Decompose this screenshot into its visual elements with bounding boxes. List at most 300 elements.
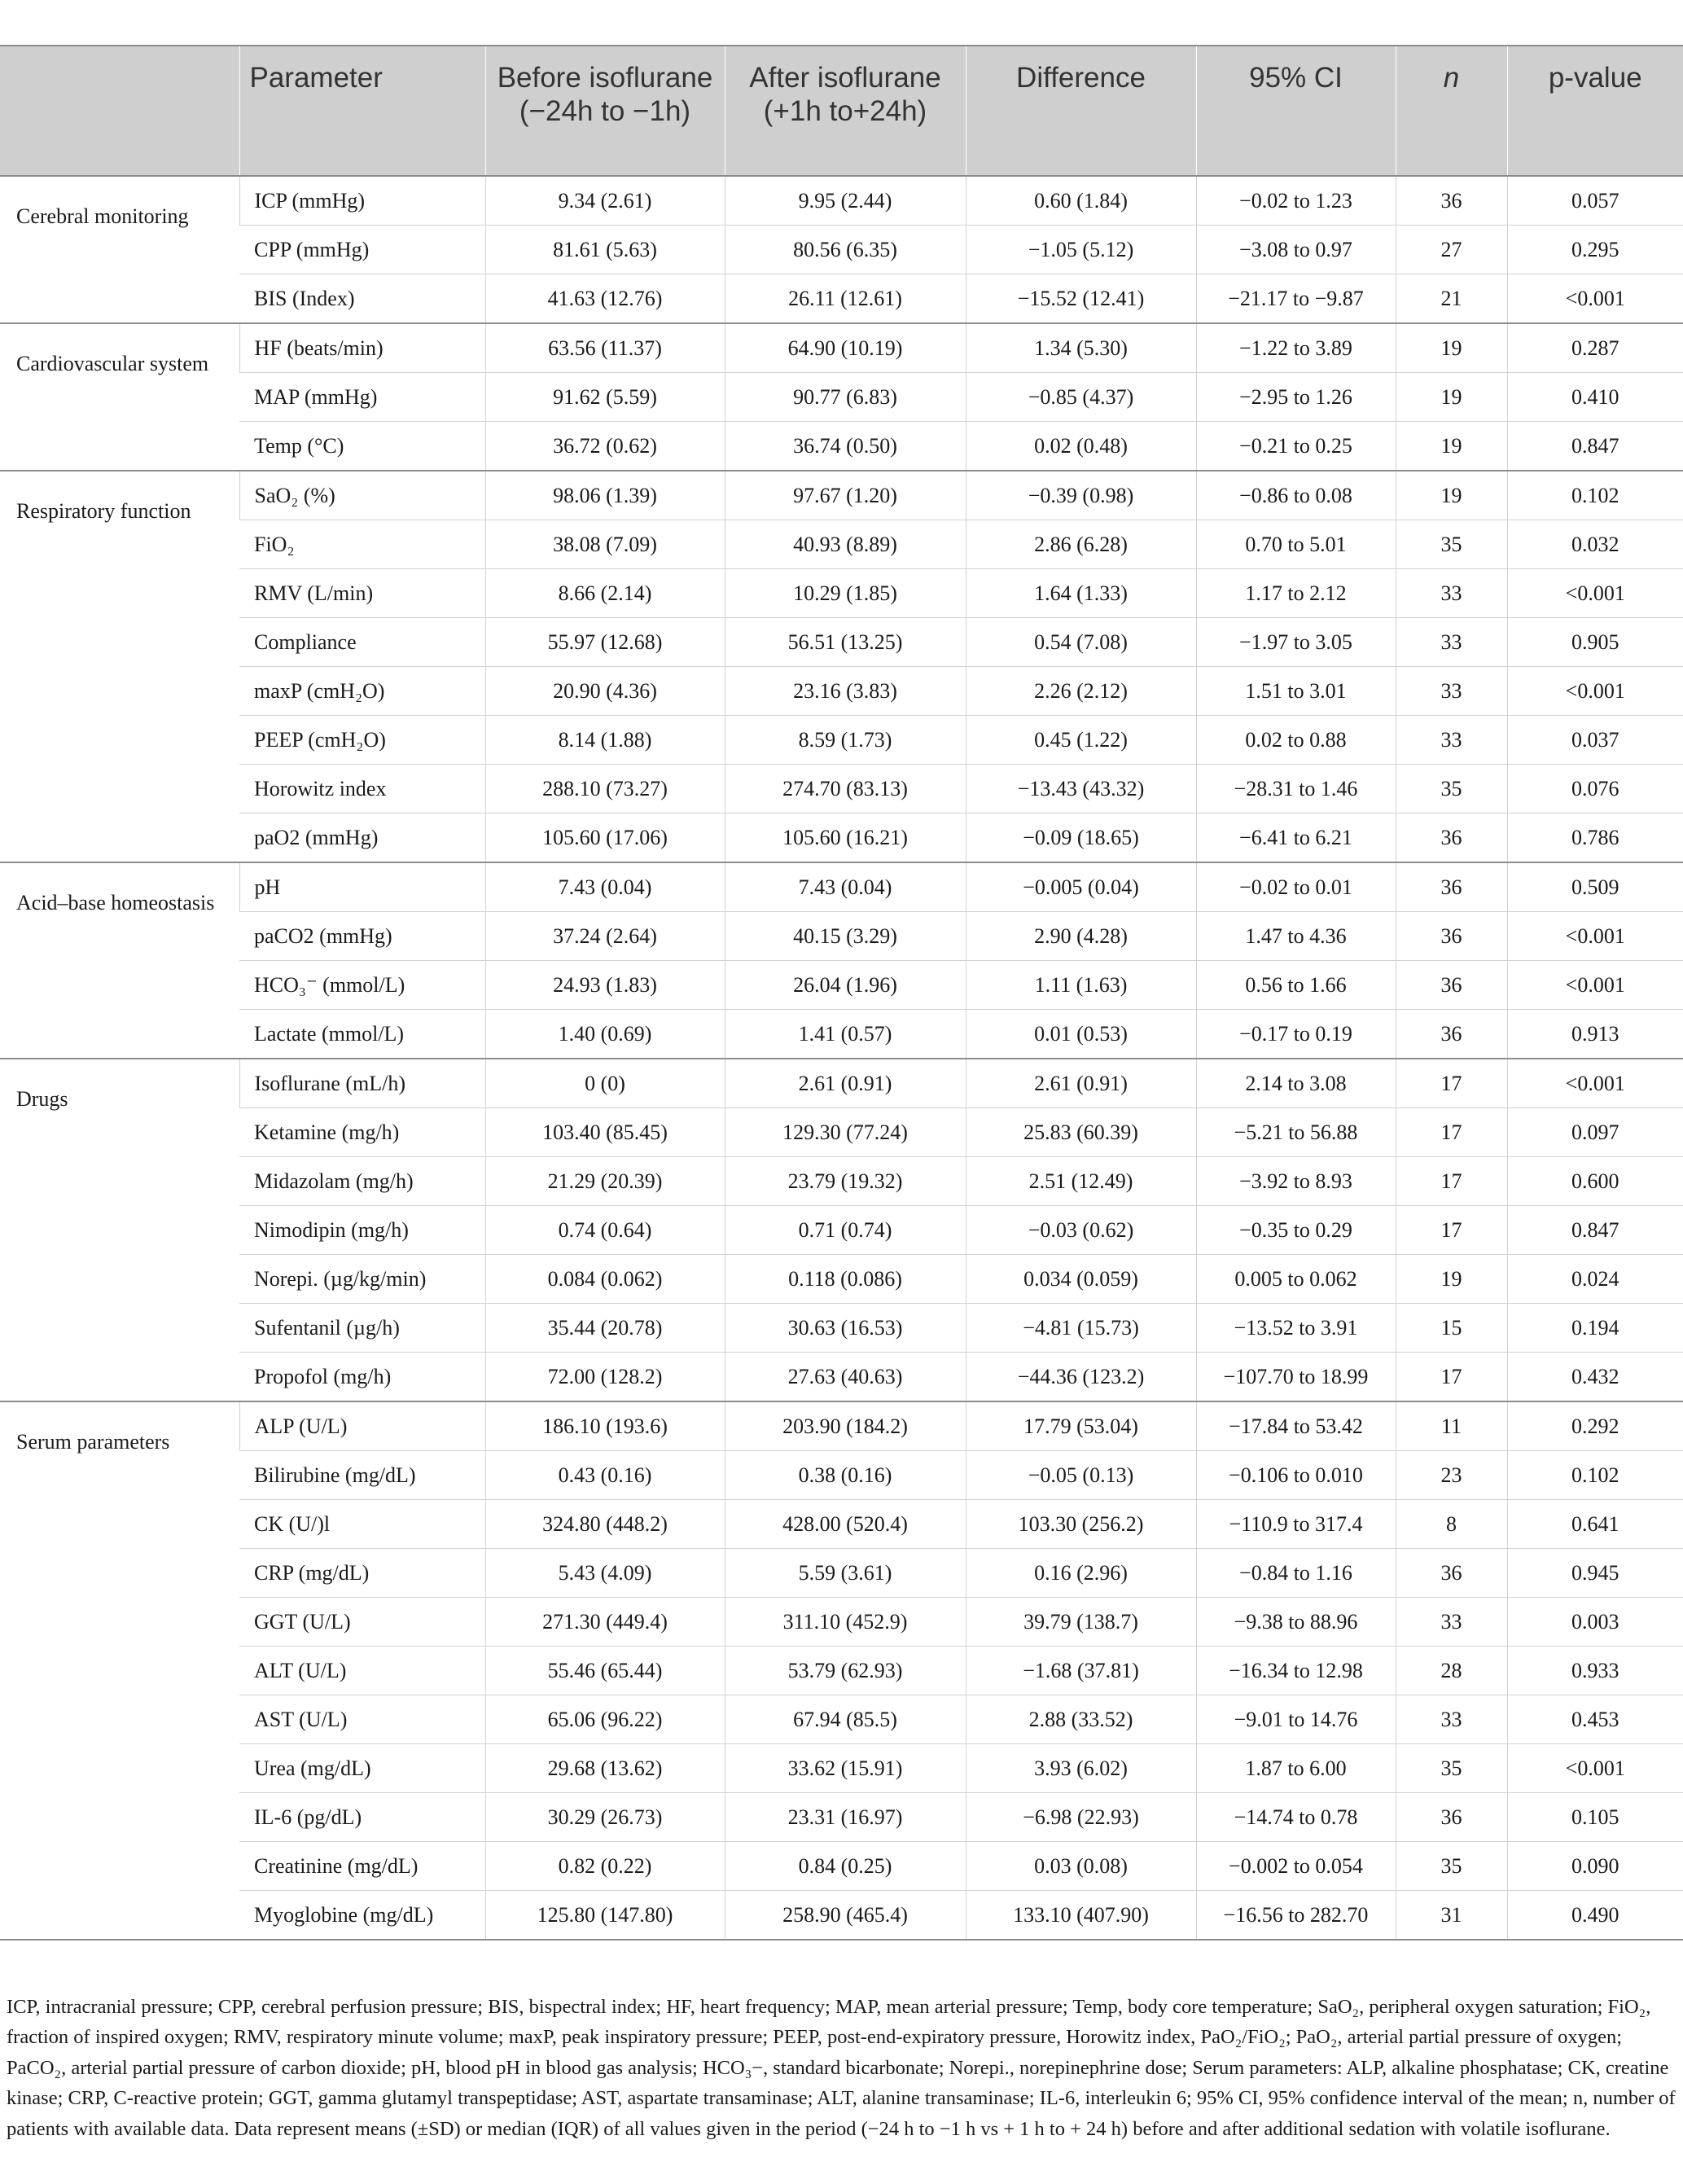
header-after: After isoflurane (+1h to+24h) [725, 46, 966, 176]
table-row [0, 1304, 1683, 1353]
table-row [0, 1108, 1683, 1157]
cell-difference: 2.26 (2.12) [966, 667, 1196, 716]
cell-before: 5.43 (4.09) [485, 1549, 725, 1598]
cell-ci: −0.106 to 0.010 [1196, 1451, 1396, 1500]
cell-ci: −2.95 to 1.26 [1196, 373, 1396, 422]
cell-parameter: Norepi. (µg/kg/min) [239, 1255, 485, 1304]
cell-ci: −0.86 to 0.08 [1196, 471, 1396, 520]
cell-n: 36 [1396, 1010, 1507, 1059]
cell-before: 72.00 (128.2) [485, 1353, 725, 1402]
cell-ci: 1.51 to 3.01 [1196, 667, 1396, 716]
cell-n: 19 [1396, 373, 1507, 422]
cell-before: 37.24 (2.64) [485, 912, 725, 961]
cell-after: 311.10 (452.9) [725, 1598, 966, 1647]
table-row [0, 471, 1683, 520]
cell-difference: 0.16 (2.96) [966, 1549, 1196, 1598]
cell-after: 40.15 (3.29) [725, 912, 966, 961]
cell-before: 65.06 (96.22) [485, 1695, 725, 1744]
cell-after: 33.62 (15.91) [725, 1744, 966, 1793]
cell-before: 0 (0) [485, 1059, 725, 1108]
cell-n: 33 [1396, 1695, 1507, 1744]
table-row [0, 1842, 1683, 1891]
cell-before: 105.60 (17.06) [485, 814, 725, 863]
cell-difference: 103.30 (256.2) [966, 1500, 1196, 1549]
cell-p-value: 0.295 [1507, 226, 1683, 274]
cell-before: 271.30 (449.4) [485, 1598, 725, 1647]
cell-ci: −13.52 to 3.91 [1196, 1304, 1396, 1353]
cell-n: 35 [1396, 765, 1507, 814]
cell-ci: −17.84 to 53.42 [1196, 1401, 1396, 1451]
cell-ci: −28.31 to 1.46 [1196, 765, 1396, 814]
cell-parameter: ICP (mmHg) [239, 176, 485, 226]
cell-difference: 0.60 (1.84) [966, 176, 1196, 226]
cell-before: 0.43 (0.16) [485, 1451, 725, 1500]
cell-difference: 2.61 (0.91) [966, 1059, 1196, 1108]
cell-ci: −3.08 to 0.97 [1196, 226, 1396, 274]
cell-ci: −0.02 to 0.01 [1196, 862, 1396, 912]
cell-n: 11 [1396, 1401, 1507, 1451]
cell-n: 19 [1396, 422, 1507, 471]
cell-before: 186.10 (193.6) [485, 1401, 725, 1451]
cell-before: 20.90 (4.36) [485, 667, 725, 716]
cell-n: 17 [1396, 1157, 1507, 1206]
cell-parameter: Horowitz index [239, 765, 485, 814]
table-body [0, 176, 1683, 1940]
cell-after: 5.59 (3.61) [725, 1549, 966, 1598]
table-row [0, 226, 1683, 274]
cell-n: 33 [1396, 618, 1507, 667]
cell-p-value: <0.001 [1507, 1744, 1683, 1793]
table-row [0, 1255, 1683, 1304]
cell-ci: 0.02 to 0.88 [1196, 716, 1396, 765]
cell-difference: 1.34 (5.30) [966, 323, 1196, 373]
cell-before: 29.68 (13.62) [485, 1744, 725, 1793]
cell-before: 21.29 (20.39) [485, 1157, 725, 1206]
header-group [0, 46, 239, 176]
cell-difference: 133.10 (407.90) [966, 1891, 1196, 1941]
cell-ci: −5.21 to 56.88 [1196, 1108, 1396, 1157]
table-row [0, 1647, 1683, 1695]
table-header [0, 46, 1683, 176]
cell-before: 8.14 (1.88) [485, 716, 725, 765]
header-n: n [1396, 46, 1507, 176]
cell-after: 36.74 (0.50) [725, 422, 966, 471]
table-row [0, 373, 1683, 422]
cell-parameter: IL-6 (pg/dL) [239, 1793, 485, 1842]
cell-difference: 3.93 (6.02) [966, 1744, 1196, 1793]
cell-after: 2.61 (0.91) [725, 1059, 966, 1108]
cell-ci: −110.9 to 317.4 [1196, 1500, 1396, 1549]
cell-n: 19 [1396, 1255, 1507, 1304]
cell-after: 80.56 (6.35) [725, 226, 966, 274]
header-difference: Difference [966, 46, 1196, 176]
cell-difference: 0.45 (1.22) [966, 716, 1196, 765]
cell-after: 23.16 (3.83) [725, 667, 966, 716]
cell-before: 24.93 (1.83) [485, 961, 725, 1010]
table-row [0, 961, 1683, 1010]
table-row [0, 1793, 1683, 1842]
cell-p-value: 0.490 [1507, 1891, 1683, 1941]
cell-after: 7.43 (0.04) [725, 862, 966, 912]
header-parameter: Parameter [239, 46, 485, 176]
cell-difference: −6.98 (22.93) [966, 1793, 1196, 1842]
table-row [0, 1500, 1683, 1549]
group-label: Respiratory function [0, 471, 239, 862]
cell-parameter: maxP (cmH₂O) [239, 667, 485, 716]
cell-before: 55.46 (65.44) [485, 1647, 725, 1695]
cell-ci: −107.70 to 18.99 [1196, 1353, 1396, 1402]
cell-difference: 2.90 (4.28) [966, 912, 1196, 961]
table-row [0, 1695, 1683, 1744]
cell-difference: −0.005 (0.04) [966, 862, 1196, 912]
cell-parameter: Temp (°C) [239, 422, 485, 471]
cell-p-value: 0.432 [1507, 1353, 1683, 1402]
cell-after: 26.04 (1.96) [725, 961, 966, 1010]
cell-before: 324.80 (448.2) [485, 1500, 725, 1549]
cell-n: 36 [1396, 961, 1507, 1010]
cell-p-value: 0.097 [1507, 1108, 1683, 1157]
table-footnote: ICP, intracranial pressure; CPP, cerebral perfusion pressure; BIS, bispectral index; HF, heart frequency; MAP, mean arterial pressure; Temp, body core temperature; SaO₂, peripheral oxygen saturation; FiO₂, fraction of inspired oxygen; RMV, respiratory minute volume; maxP, peak inspiratory pressure; PEEP, post-end-expiratory pressure, Horowitz index, PaO₂/FiO₂; PaO₂, arterial partial pressure of oxygen; PaCO₂, arterial partial pressure of carbon dioxide; pH, blood pH in blood gas analysis; HCO₃−, standard bicarbonate; Norepi., norepinephrine dose; Serum parameters: ALP, alkaline phosphatase; CK, creatine kinase; CRP, C-reactive protein; GGT, gamma glutamyl transpeptidase; AST, aspartate transaminase; ALT, alanine transaminase; IL-6, interleukin 6; 95% CI, 95% confidence interval of the mean; n, number of patients with available data. Data represent means (±SD) or median (IQR) of all values given in the period (−24 h to −1 h vs + 1 h to + 24 h) before and after additional sedation with volatile isoflurane. [7, 1996, 1676, 2140]
cell-parameter: CRP (mg/dL) [239, 1549, 485, 1598]
cell-after: 26.11 (12.61) [725, 274, 966, 324]
cell-after: 23.79 (19.32) [725, 1157, 966, 1206]
table-row [0, 814, 1683, 863]
header-ci: 95% CI [1196, 46, 1396, 176]
cell-ci: 2.14 to 3.08 [1196, 1059, 1396, 1108]
cell-n: 15 [1396, 1304, 1507, 1353]
cell-n: 36 [1396, 814, 1507, 863]
cell-parameter: AST (U/L) [239, 1695, 485, 1744]
cell-difference: −1.68 (37.81) [966, 1647, 1196, 1695]
group-label: Cerebral monitoring [0, 176, 239, 323]
cell-p-value: 0.003 [1507, 1598, 1683, 1647]
cell-before: 55.97 (12.68) [485, 618, 725, 667]
cell-before: 36.72 (0.62) [485, 422, 725, 471]
cell-before: 41.63 (12.76) [485, 274, 725, 324]
cell-n: 8 [1396, 1500, 1507, 1549]
cell-after: 274.70 (83.13) [725, 765, 966, 814]
table-row [0, 1598, 1683, 1647]
cell-p-value: 0.287 [1507, 323, 1683, 373]
cell-n: 33 [1396, 1598, 1507, 1647]
cell-ci: 0.70 to 5.01 [1196, 520, 1396, 569]
group-label: Cardiovascular system [0, 323, 239, 471]
header-row [0, 46, 1683, 176]
cell-parameter: Ketamine (mg/h) [239, 1108, 485, 1157]
cell-difference: −15.52 (12.41) [966, 274, 1196, 324]
cell-p-value: 0.194 [1507, 1304, 1683, 1353]
cell-n: 19 [1396, 471, 1507, 520]
cell-parameter: pH [239, 862, 485, 912]
cell-p-value: 0.076 [1507, 765, 1683, 814]
cell-after: 56.51 (13.25) [725, 618, 966, 667]
cell-ci: −1.97 to 3.05 [1196, 618, 1396, 667]
cell-ci: 1.47 to 4.36 [1196, 912, 1396, 961]
group-label: Acid–base homeostasis [0, 862, 239, 1059]
cell-p-value: <0.001 [1507, 274, 1683, 324]
cell-difference: 1.11 (1.63) [966, 961, 1196, 1010]
table-row [0, 667, 1683, 716]
cell-difference: 25.83 (60.39) [966, 1108, 1196, 1157]
cell-parameter: HF (beats/min) [239, 323, 485, 373]
table-row [0, 716, 1683, 765]
cell-ci: −16.34 to 12.98 [1196, 1647, 1396, 1695]
cell-p-value: 0.292 [1507, 1401, 1683, 1451]
cell-p-value: 0.509 [1507, 862, 1683, 912]
cell-p-value: 0.032 [1507, 520, 1683, 569]
group-label: Serum parameters [0, 1401, 239, 1940]
cell-n: 36 [1396, 176, 1507, 226]
cell-p-value: 0.090 [1507, 1842, 1683, 1891]
cell-difference: 0.034 (0.059) [966, 1255, 1196, 1304]
cell-after: 97.67 (1.20) [725, 471, 966, 520]
cell-ci: −14.74 to 0.78 [1196, 1793, 1396, 1842]
cell-ci: −0.17 to 0.19 [1196, 1010, 1396, 1059]
cell-difference: 2.88 (33.52) [966, 1695, 1196, 1744]
cell-before: 0.74 (0.64) [485, 1206, 725, 1255]
group-label: Drugs [0, 1059, 239, 1401]
cell-parameter: Lactate (mmol/L) [239, 1010, 485, 1059]
cell-n: 33 [1396, 569, 1507, 618]
cell-p-value: 0.945 [1507, 1549, 1683, 1598]
cell-difference: −0.39 (0.98) [966, 471, 1196, 520]
cell-n: 36 [1396, 1549, 1507, 1598]
cell-n: 36 [1396, 1793, 1507, 1842]
cell-after: 8.59 (1.73) [725, 716, 966, 765]
cell-before: 35.44 (20.78) [485, 1304, 725, 1353]
cell-after: 40.93 (8.89) [725, 520, 966, 569]
cell-parameter: ALP (U/L) [239, 1401, 485, 1451]
cell-difference: −0.05 (0.13) [966, 1451, 1196, 1500]
table-row [0, 862, 1683, 912]
cell-after: 0.118 (0.086) [725, 1255, 966, 1304]
cell-parameter: Creatinine (mg/dL) [239, 1842, 485, 1891]
cell-ci: 0.56 to 1.66 [1196, 961, 1396, 1010]
cell-after: 0.84 (0.25) [725, 1842, 966, 1891]
cell-p-value: <0.001 [1507, 569, 1683, 618]
cell-parameter: Midazolam (mg/h) [239, 1157, 485, 1206]
cell-difference: 2.51 (12.49) [966, 1157, 1196, 1206]
cell-after: 0.38 (0.16) [725, 1451, 966, 1500]
table-row [0, 618, 1683, 667]
table-row [0, 1549, 1683, 1598]
cell-parameter: FiO₂ [239, 520, 485, 569]
cell-p-value: 0.600 [1507, 1157, 1683, 1206]
cell-p-value: 0.102 [1507, 1451, 1683, 1500]
table-row [0, 274, 1683, 324]
cell-p-value: 0.453 [1507, 1695, 1683, 1744]
cell-ci: 1.87 to 6.00 [1196, 1744, 1396, 1793]
cell-after: 30.63 (16.53) [725, 1304, 966, 1353]
cell-difference: 0.02 (0.48) [966, 422, 1196, 471]
cell-parameter: Propofol (mg/h) [239, 1353, 485, 1402]
cell-n: 35 [1396, 520, 1507, 569]
cell-n: 21 [1396, 274, 1507, 324]
cell-parameter: MAP (mmHg) [239, 373, 485, 422]
cell-after: 23.31 (16.97) [725, 1793, 966, 1842]
cell-after: 67.94 (85.5) [725, 1695, 966, 1744]
cell-difference: 2.86 (6.28) [966, 520, 1196, 569]
cell-ci: −0.84 to 1.16 [1196, 1549, 1396, 1598]
cell-p-value: 0.641 [1507, 1500, 1683, 1549]
cell-p-value: 0.786 [1507, 814, 1683, 863]
cell-n: 36 [1396, 912, 1507, 961]
table-row [0, 765, 1683, 814]
cell-n: 35 [1396, 1744, 1507, 1793]
cell-before: 0.82 (0.22) [485, 1842, 725, 1891]
cell-difference: −4.81 (15.73) [966, 1304, 1196, 1353]
cell-after: 129.30 (77.24) [725, 1108, 966, 1157]
cell-before: 0.084 (0.062) [485, 1255, 725, 1304]
table-row [0, 1744, 1683, 1793]
cell-after: 428.00 (520.4) [725, 1500, 966, 1549]
cell-parameter: SaO₂ (%) [239, 471, 485, 520]
cell-after: 105.60 (16.21) [725, 814, 966, 863]
cell-after: 1.41 (0.57) [725, 1010, 966, 1059]
cell-ci: 1.17 to 2.12 [1196, 569, 1396, 618]
cell-n: 33 [1396, 667, 1507, 716]
results-table [0, 45, 1683, 1941]
table-row [0, 323, 1683, 373]
cell-after: 53.79 (62.93) [725, 1647, 966, 1695]
cell-n: 17 [1396, 1206, 1507, 1255]
cell-n: 31 [1396, 1891, 1507, 1941]
cell-parameter: Isoflurane (mL/h) [239, 1059, 485, 1108]
cell-before: 30.29 (26.73) [485, 1793, 725, 1842]
cell-difference: −0.03 (0.62) [966, 1206, 1196, 1255]
cell-parameter: GGT (U/L) [239, 1598, 485, 1647]
cell-before: 9.34 (2.61) [485, 176, 725, 226]
table-row [0, 1451, 1683, 1500]
cell-after: 0.71 (0.74) [725, 1206, 966, 1255]
cell-before: 103.40 (85.45) [485, 1108, 725, 1157]
cell-parameter: Compliance [239, 618, 485, 667]
cell-difference: −0.85 (4.37) [966, 373, 1196, 422]
cell-difference: 39.79 (138.7) [966, 1598, 1196, 1647]
cell-before: 81.61 (5.63) [485, 226, 725, 274]
cell-n: 27 [1396, 226, 1507, 274]
cell-p-value: 0.847 [1507, 1206, 1683, 1255]
cell-p-value: 0.933 [1507, 1647, 1683, 1695]
cell-ci: −0.002 to 0.054 [1196, 1842, 1396, 1891]
cell-p-value: <0.001 [1507, 912, 1683, 961]
cell-ci: −0.02 to 1.23 [1196, 176, 1396, 226]
cell-n: 23 [1396, 1451, 1507, 1500]
cell-ci: −9.38 to 88.96 [1196, 1598, 1396, 1647]
cell-before: 8.66 (2.14) [485, 569, 725, 618]
cell-after: 203.90 (184.2) [725, 1401, 966, 1451]
cell-p-value: <0.001 [1507, 667, 1683, 716]
table-row [0, 1206, 1683, 1255]
cell-difference: −1.05 (5.12) [966, 226, 1196, 274]
cell-parameter: CK (U/)l [239, 1500, 485, 1549]
cell-before: 91.62 (5.59) [485, 373, 725, 422]
cell-parameter: Bilirubine (mg/dL) [239, 1451, 485, 1500]
cell-parameter: BIS (Index) [239, 274, 485, 324]
cell-difference: −13.43 (43.32) [966, 765, 1196, 814]
cell-n: 33 [1396, 716, 1507, 765]
cell-parameter: PEEP (cmH₂O) [239, 716, 485, 765]
table-row [0, 1353, 1683, 1402]
table-row [0, 1401, 1683, 1451]
cell-p-value: 0.024 [1507, 1255, 1683, 1304]
cell-n: 19 [1396, 323, 1507, 373]
table-row [0, 912, 1683, 961]
header-before: Before isoflurane (−24h to −1h) [485, 46, 725, 176]
cell-difference: 0.03 (0.08) [966, 1842, 1196, 1891]
cell-parameter: Sufentanil (µg/h) [239, 1304, 485, 1353]
cell-n: 17 [1396, 1108, 1507, 1157]
cell-p-value: 0.102 [1507, 471, 1683, 520]
cell-ci: −16.56 to 282.70 [1196, 1891, 1396, 1941]
cell-p-value: 0.410 [1507, 373, 1683, 422]
cell-after: 27.63 (40.63) [725, 1353, 966, 1402]
cell-difference: 1.64 (1.33) [966, 569, 1196, 618]
cell-difference: 0.54 (7.08) [966, 618, 1196, 667]
cell-parameter: Nimodipin (mg/h) [239, 1206, 485, 1255]
cell-parameter: CPP (mmHg) [239, 226, 485, 274]
cell-after: 258.90 (465.4) [725, 1891, 966, 1941]
cell-parameter: ALT (U/L) [239, 1647, 485, 1695]
cell-before: 38.08 (7.09) [485, 520, 725, 569]
table-row [0, 1157, 1683, 1206]
cell-n: 35 [1396, 1842, 1507, 1891]
cell-after: 64.90 (10.19) [725, 323, 966, 373]
cell-p-value: <0.001 [1507, 961, 1683, 1010]
cell-ci: −21.17 to −9.87 [1196, 274, 1396, 324]
cell-parameter: paO2 (mmHg) [239, 814, 485, 863]
cell-parameter: RMV (L/min) [239, 569, 485, 618]
cell-before: 288.10 (73.27) [485, 765, 725, 814]
cell-p-value: 0.905 [1507, 618, 1683, 667]
cell-before: 125.80 (147.80) [485, 1891, 725, 1941]
table-row [0, 520, 1683, 569]
cell-n: 17 [1396, 1059, 1507, 1108]
cell-ci: −3.92 to 8.93 [1196, 1157, 1396, 1206]
cell-parameter: HCO₃⁻ (mmol/L) [239, 961, 485, 1010]
cell-ci: 0.005 to 0.062 [1196, 1255, 1396, 1304]
cell-parameter: paCO2 (mmHg) [239, 912, 485, 961]
table-row [0, 569, 1683, 618]
cell-p-value: 0.847 [1507, 422, 1683, 471]
cell-parameter: Myoglobine (mg/dL) [239, 1891, 485, 1941]
cell-p-value: <0.001 [1507, 1059, 1683, 1108]
cell-p-value: 0.105 [1507, 1793, 1683, 1842]
table-row [0, 1010, 1683, 1059]
cell-difference: 17.79 (53.04) [966, 1401, 1196, 1451]
header-p-value: p-value [1507, 46, 1683, 176]
cell-before: 98.06 (1.39) [485, 471, 725, 520]
cell-n: 36 [1396, 862, 1507, 912]
cell-p-value: 0.913 [1507, 1010, 1683, 1059]
cell-after: 10.29 (1.85) [725, 569, 966, 618]
cell-ci: −1.22 to 3.89 [1196, 323, 1396, 373]
cell-before: 7.43 (0.04) [485, 862, 725, 912]
cell-parameter: Urea (mg/dL) [239, 1744, 485, 1793]
cell-p-value: 0.057 [1507, 176, 1683, 226]
cell-ci: −0.21 to 0.25 [1196, 422, 1396, 471]
cell-difference: −44.36 (123.2) [966, 1353, 1196, 1402]
table-row [0, 1891, 1683, 1941]
cell-p-value: 0.037 [1507, 716, 1683, 765]
table-row [0, 1059, 1683, 1108]
cell-ci: −6.41 to 6.21 [1196, 814, 1396, 863]
cell-difference: −0.09 (18.65) [966, 814, 1196, 863]
cell-before: 1.40 (0.69) [485, 1010, 725, 1059]
table-row [0, 176, 1683, 226]
cell-after: 90.77 (6.83) [725, 373, 966, 422]
cell-after: 9.95 (2.44) [725, 176, 966, 226]
